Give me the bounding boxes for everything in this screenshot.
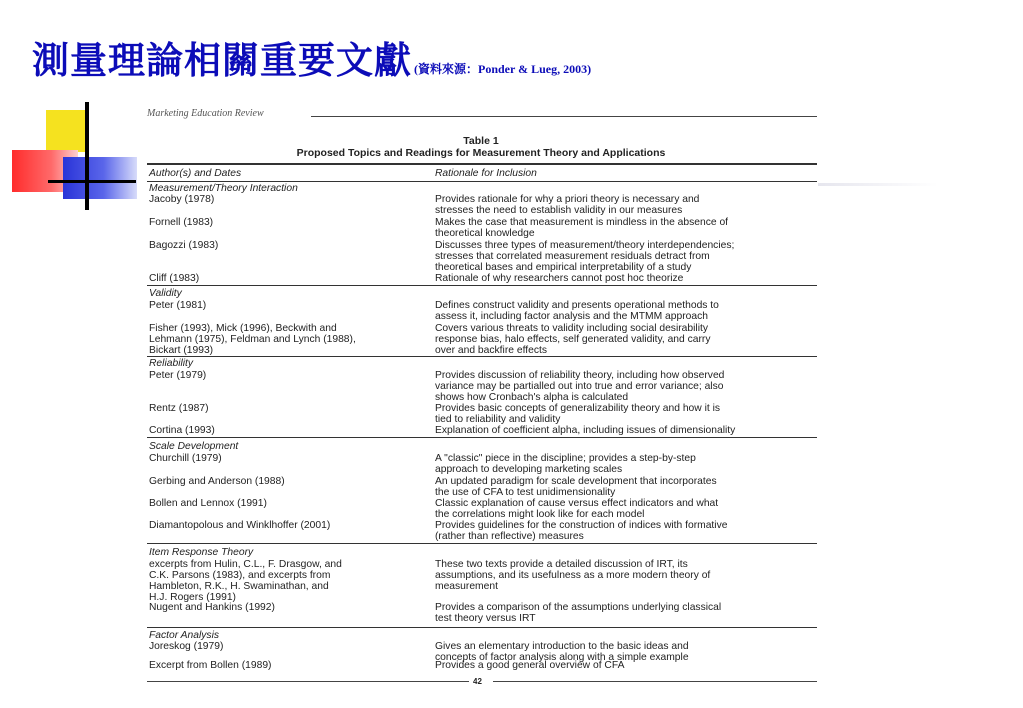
row-author: Jacoby (1978) <box>149 194 215 205</box>
column-header-rationale: Rationale for Inclusion <box>435 168 537 179</box>
scanned-table-page <box>143 108 819 693</box>
table-title: Proposed Topics and Readings for Measurement Theory and Applications <box>296 147 666 159</box>
section-rule <box>147 543 817 544</box>
section-rule <box>147 356 817 357</box>
decorative-blue-square <box>63 157 137 199</box>
decorative-vertical-line <box>85 102 89 210</box>
row-rationale: Makes the case that measurement is mindless in the absence of theoretical knowledge <box>435 217 729 239</box>
row-rationale: Rationale of why researchers cannot post hoc theorize <box>435 273 684 284</box>
row-rationale: An updated paradigm for scale development that incorporates the use of CFA to test unidimensionality <box>435 476 717 498</box>
row-rationale: Gives an elementary introduction to the basic ideas and concepts of factor analysis along with a simple example <box>435 641 689 663</box>
section-title: Item Response Theory <box>149 547 254 558</box>
row-rationale: A "classic" piece in the discipline; provides a step-by-step approach to developing marketing scales <box>435 453 696 475</box>
row-author: Peter (1981) <box>149 300 207 311</box>
row-rationale: Defines construct validity and presents operational methods to assess it, including factor analysis and the MTMM approach <box>435 300 719 322</box>
running-head: Marketing Education Review <box>147 108 264 119</box>
header-rule <box>147 181 817 182</box>
row-rationale: Provides guidelines for the construction of indices with formative (rather than reflective) measures <box>435 520 728 542</box>
slide-title <box>32 30 591 84</box>
row-author: Cliff (1983) <box>149 273 200 284</box>
row-rationale: Provides rationale for why a priori theory is necessary and stresses the need to establish validity in our measures <box>435 194 700 216</box>
section-rule <box>147 627 817 628</box>
column-header-authors: Author(s) and Dates <box>149 168 242 179</box>
section-title: Measurement/Theory Interaction <box>149 183 298 194</box>
row-rationale: Covers various threats to validity including social desirability response bias, halo effects, self generated validity, and carry over and backfire effects <box>435 323 711 356</box>
row-rationale: Provides a comparison of the assumptions underlying classical test theory versus IRT <box>435 602 722 624</box>
table-number: Table 1 <box>463 135 499 147</box>
row-rationale: Provides basic concepts of generalizability theory and how it is tied to reliability and validity <box>435 403 721 425</box>
slide-title-text: 測量理論相關重要文獻 <box>32 38 412 82</box>
row-author: Rentz (1987) <box>149 403 209 414</box>
decorative-yellow-square <box>46 110 88 152</box>
row-rationale: Discusses three types of measurement/theory interdependencies; stresses that correlated measurement residuals detract from theoretical bases and empirical interpretability of a study <box>435 240 735 273</box>
row-author: Fornell (1983) <box>149 217 214 228</box>
row-author: Cortina (1993) <box>149 425 215 436</box>
row-author: Bagozzi (1983) <box>149 240 219 251</box>
row-rationale: Classic explanation of cause versus effect indicators and what the correlations might look like for each model <box>435 498 719 520</box>
slide-source-note: (資料來源：Ponder & Lueg, 2003) <box>414 62 592 76</box>
section-title: Scale Development <box>149 441 239 452</box>
row-author: Fisher (1993), Mick (1996), Beckwith and Lehmann (1975), Feldman and Lynch (1988), Bickart (1993) <box>149 323 356 356</box>
row-rationale: Provides a good general overview of CFA <box>435 660 625 671</box>
section-title: Reliability <box>149 358 194 369</box>
row-rationale: Provides discussion of reliability theory, including how observed variance may be partialled out into true and error variance; also shows how Cronbach's alpha is calculated <box>435 370 725 403</box>
row-author: Churchill (1979) <box>149 453 222 464</box>
section-title: Validity <box>149 288 182 299</box>
row-author: Joreskog (1979) <box>149 641 224 652</box>
running-head-rule <box>311 116 817 117</box>
decorative-faint-line <box>818 183 938 186</box>
section-title: Factor Analysis <box>149 630 220 641</box>
row-author: Peter (1979) <box>149 370 207 381</box>
decorative-horizontal-line <box>48 180 136 183</box>
section-rule <box>147 437 817 438</box>
row-author: Nugent and Hankins (1992) <box>149 602 275 613</box>
row-rationale: These two texts provide a detailed discussion of IRT, its assumptions, and its usefulness as a more modern theory of measurement <box>435 559 711 592</box>
row-author: Gerbing and Anderson (1988) <box>149 476 285 487</box>
footer-rule-right <box>493 681 817 682</box>
row-author: Excerpt from Bollen (1989) <box>149 660 272 671</box>
row-author: Diamantopolous and Winklhoffer (2001) <box>149 520 331 531</box>
row-author: Bollen and Lennox (1991) <box>149 498 267 509</box>
row-rationale: Explanation of coefficient alpha, including issues of dimensionality <box>435 425 736 436</box>
row-author: excerpts from Hulin, C.L., F. Drasgow, and C.K. Parsons (1983), and excerpts from Hambleton, R.K., H. Swaminathan, and H.J. Rogers (1991) <box>149 559 342 603</box>
page-number: 42 <box>473 677 482 686</box>
section-rule <box>147 285 817 286</box>
footer-rule-left <box>147 681 469 682</box>
table-top-rule <box>147 163 817 165</box>
